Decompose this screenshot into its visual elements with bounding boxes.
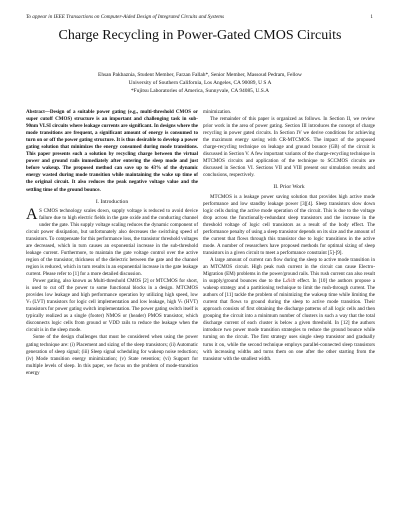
- drop-cap: A: [26, 206, 38, 224]
- page-number: 1: [370, 14, 373, 20]
- journal-header-note: To appear in IEEE Transactions on Computer-Aided Design of Integrated Circuits and Systems: [26, 14, 225, 20]
- intro-paragraph-3: Some of the design challenges that must be considered when using the power gating technique are: (i) Placement and sizing of the sleep transistors; (ii) Automatic generation of sleep signal; (iii) Sleep signal scheduling for wakeup noise reduction; (iv) Mode transition energy minimization; (v) State retention; (vi) Support for multiple levels of sleep. In this paper, we focus on the problem of mode-transition energy: [26, 334, 198, 376]
- intro-paragraph-1-text: S CMOS technology scales down, supply voltage is reduced to avoid device failure due to high electric fields in the gate oxide and the conducting channel under the gate. This supply voltage scaling reduces the dynamic component of circuit power dissipation, but unfortunately also decreases the switching speed of transistors. To compensate for this performance loss, the transistor threshold voltages are decreased, which in turn causes an exponential increase in the sub-threshold leakage current. Furthermore, to maintain the gate voltage control over the active region of the transistor, thickness of the dielectric between the gate and the channel region is reduced, which in turn results in an exponential increase in the gate leakage current. Please refer to [1] for a more detailed discussion.: [26, 207, 198, 278]
- abstract-label: Abstract: [26, 109, 45, 115]
- prior-work-paragraph-2-end: effect. In [10] the authors propose a wakeup strategy and a partitioning technique to limit the rush-through current. The authors of [11] tackle the problem of minimizing the wakeup time while limiting the current that flows to ground during the sleep to active mode transition. Their approach consists of first obtaining the discharge patterns of all logic cells and then grouping the circuit into a minimum number of clusters in such a way that the total discharge current of each cluster is below a given threshold. In [12] the authors introduce two power mode transition strategies to reduce the ground bounce while turning on the circuit. The first strategy uses single sleep transistor and gradually turns it on, while the second technique employs parallel-connected sleep transistors with increasing widths and turns them on one after the other starting from the transistor with the smallest width.: [203, 278, 376, 362]
- right-continuation: minimization.: [203, 109, 232, 115]
- abstract: [26, 109, 198, 194]
- left-column: [26, 109, 198, 377]
- organization-paragraph: The remainder of this paper is organized as follows. In Section II, we review prior work in the area of power gating. Section III introduces the concept of charge recycling in power gated circuits. In Section IV we derive conditions for achieving the maximum energy saving with CR-MTCMOS. The impact of the proposed charge-recycling technique on leakage and ground bounce (GB) of the circuit is discussed in Section V. A few important variants of the charge-recycling technique in MTCMOS circuits and application of the technique to SCCMOS circuits are discussed in Section VI. Sections VII and VIII present our simulation results and conclusions, respectively.: [203, 116, 375, 179]
- abstract-text: —Design of a suitable power gating (e.g., multi-threshold CMOS or super cutoff CMOS) structure is an important and challenging task in sub-90nm VLSI circuits where leakage currents are significant. In designs where the mode transitions are frequent, a significant amount of energy is consumed to turn on or off the power gating structure. It is thus desirable to develop a power gating solution that minimizes the energy consumed during mode transitions. This paper presents such a solution by recycling charge between the virtual power and ground rails immediately after entering the sleep mode and just before wakeup. The proposed method can save up to 43% of the dynamic energy wasted during mode transition while maintaining the wake up time of the original circuit. It also reduces the peak negative voltage value and the settling time of the ground bounce.: [26, 109, 198, 193]
- prior-work-paragraph-1: MTCMOS is a leakage power saving solution that provides high active mode performance and low standby leakage power [3][4]. Sleep transistors slow down logic cells during the active mode operation of the circuit. This is due to the voltage drop across the functionally-redundant sleep transistors and the increase in the threshold voltage of logic cell transistors as a result of the body effect. The performance penalty of using a sleep transistor depends on its size and the amount of the current that flows through this transistor due to logic transitions in the active mode. A number of researchers have proposed methods for optimal sizing of sleep transistors in a given circuit to meet a performance constraint [5]-[9].: [203, 193, 375, 256]
- section-heading-introduction: I. Introduction: [95, 198, 129, 205]
- intro-paragraph-1: [26, 208, 198, 278]
- prior-work-paragraph-2: [203, 257, 375, 363]
- right-column: [203, 109, 375, 363]
- affiliation-primary: University of Southern California, Los Angeles, CA 90089, U S A: [128, 80, 272, 86]
- affiliation-secondary: *Fujitsu Laboratories of America, Sunnyvale, CA 94085, U.S.A: [130, 88, 270, 94]
- didt-term: di/dt: [286, 278, 296, 285]
- section-heading-prior-work: II. Prior Work: [273, 184, 305, 191]
- author-list: Ehsan Pakbaznia, Student Member, Farzan Fallah*, Senior Member, Massoud Pedram, Fellow: [98, 72, 302, 78]
- paper-title: Charge Recycling in Power-Gated CMOS Circuits: [58, 28, 342, 43]
- prior-work-paragraph-2-text: A large amount of current can flow during the sleep to active mode transition in an MTCMOS circuit. High peak rush current in the circuit can cause Electro-Migration (EM) problems in the power/ground rails. This rush current can also result in supply/ground bounces due to the L: [203, 256, 375, 285]
- intro-paragraph-2: Power gating, also known as Multi-threshold CMOS [2] or MTCMOS for short, is used to cut off the power to some functional blocks in a design. MTCMOS provides low leakage and high performance operation by utilizing high speed, low Vₜ (LVT) transistors for logic cell implementation and low leakage, high Vₜ (HVT) transistors for power gating switch implementation. The power gating switch itself is typically realized as a single (footer) NMOS or (header) PMOS transistor, which disconnects logic cells from ground or VDD rails to reduce the leakage when the circuit is in the sleep mode.: [26, 278, 198, 334]
